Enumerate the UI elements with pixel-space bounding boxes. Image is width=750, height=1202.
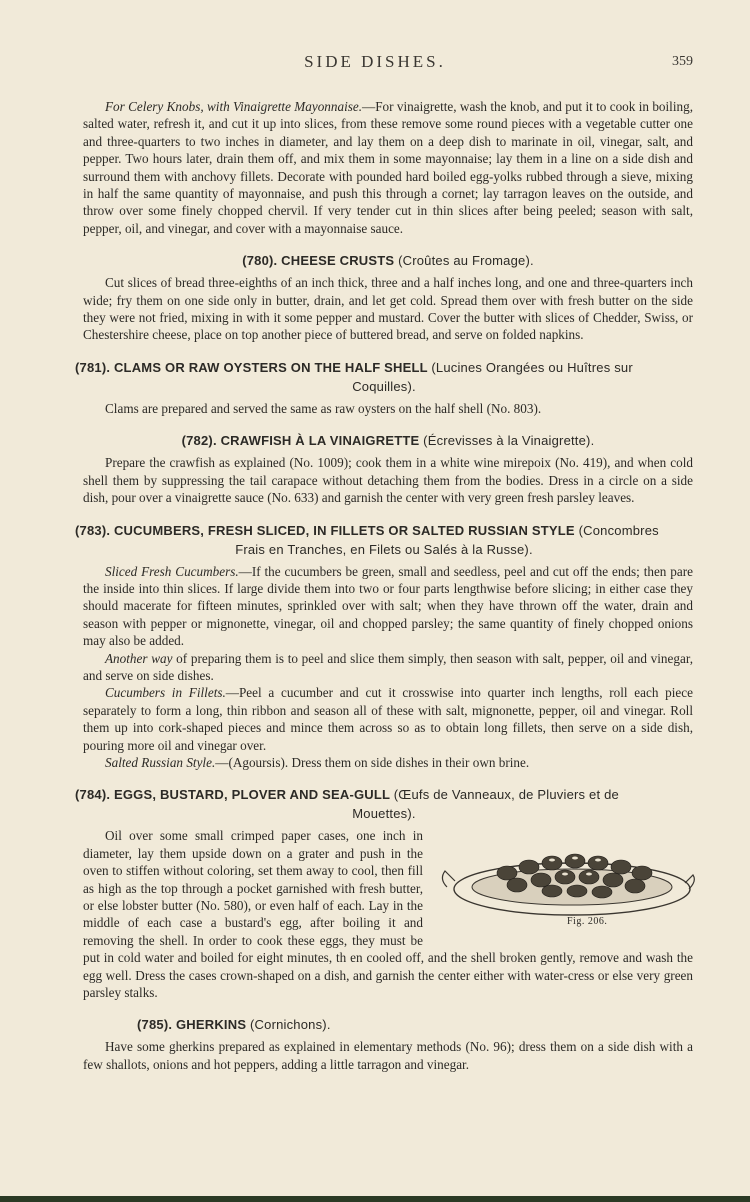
heading-title: (783). CUCUMBERS, FRESH SLICED, IN FILLETS OR SALTED RUSSIAN STYLE [75, 522, 575, 538]
paragraph-784: Oil over some small crimped paper cases, one inch in diameter, lay them upside down on a grater and push in the oven to stiffen without coloring, set them away to cool, then fill as high as the top through a pocket garnished with fresh butter, or else lobster butter (No. 580), or even half of each. Lay in the middle of each case a bustard's egg, after boiling it and removing the shell. In order to cook these eggs, they must be put in cold water and boiled for eight minutes, th en cooled off, and the shell broken gently, remove and wash the egg well. Dress the cases crown-shaped on a dish, and garnish the center either with water-cress or else very green parsley stalks. [83, 828, 693, 1001]
eggs-section [83, 827, 693, 1073]
heading-title: (780). CHEESE CRUSTS [242, 253, 395, 269]
page-content [75, 98, 693, 1073]
heading-783 [75, 521, 693, 559]
heading-title: (781). CLAMS OR RAW OYSTERS ON THE HALF SHELL [75, 359, 428, 375]
heading-subtitle: (Lucines Orangées ou Huîtres sur [431, 359, 633, 375]
paragraph-celery-knobs [83, 98, 693, 237]
paragraph-781: Clams are prepared and served the same as raw oysters on the half shell (No. 803). [105, 400, 542, 416]
heading-784 [75, 785, 693, 823]
paragraph-text: —If the cucumbers be green, small and seedless, peel and cut off the ends; then pare the inside into thin slices. If large divide them into two or four parts lengthwise before slicing; in either case they should macerate for fifteen minutes, sprinkled over with salt; when they have thrown off the water, drain and season with pepper or mignonette, vinegar, oil and chopped parsley; the same quantity of finely chopped onions may also be added. [83, 563, 693, 649]
paragraph-782: Prepare the crawfish as explained (No. 1009); cook them in a white wine mirepoix (No. 419), and when cold shell them by suppressing the tail carapace without detaching them from the bodies. Dress in a circle on a side dish, pour over a vinaigrette sauce (No. 633) and garnish the center with very green fresh parsley leaves. [83, 455, 693, 506]
paragraph-fillets [83, 684, 693, 754]
page-number: 359 [672, 54, 693, 69]
paragraph-salted-russian [83, 754, 693, 771]
paragraph-785: Have some gherkins prepared as explained in elementary methods (No. 96); dress them on a side dish with a few shallots, onions and hot peppers, adding a little tarragon and vinegar. [83, 1039, 693, 1072]
heading-subtitle: (Écrevisses à la Vinaigrette). [423, 433, 595, 449]
paragraph-lead: For Celery Knobs, with Vinaigrette Mayonnaise. [105, 99, 363, 114]
heading-subtitle: (Cornichons). [250, 1017, 331, 1033]
paragraph-lead: Cucumbers in Fillets. [105, 685, 226, 701]
paragraph-sliced-fresh [83, 563, 693, 650]
heading-title: (785). GHERKINS [137, 1017, 247, 1033]
paragraph-780: Cut slices of bread three-eighths of an inch thick, three and a half inches long, and one and three-quarters inch wide; fry them on one side only in butter, drain, and let get cold. Spread them over with fresh butter on the side they were not fried, mixing in with it some pepper and mustard. Cover the butter with slices of Chedder, Swiss, or Chestershire cheese, place on top another piece of buttered bread, and serve on folded napkins. [83, 275, 693, 343]
heading-title: (782). CRAWFISH À LA VINAIGRETTE [181, 433, 420, 449]
paragraph-lead: Salted Russian Style. [105, 754, 216, 770]
figure-caption: Fig. 206. [567, 916, 608, 928]
running-title: SIDE DISHES. [304, 52, 446, 71]
paragraph-another-way [83, 650, 693, 685]
heading-780 [83, 251, 693, 270]
heading-subtitle: (Croûtes au Fromage). [398, 253, 534, 269]
heading-subtitle-continued: Mouettes). [352, 806, 416, 822]
heading-785 [137, 1015, 693, 1034]
page-header [0, 52, 750, 76]
paragraph-text: —(Agoursis). Dress them on side dishes in their own brine. [215, 754, 530, 770]
heading-781 [75, 358, 693, 396]
figure-206 [437, 831, 697, 939]
paragraph-lead: Sliced Fresh Cucumbers. [105, 563, 239, 579]
paragraph-text: —Peel a cucumber and cut it crosswise into quarter inch lengths, roll each piece separately to form a long, thin ribbon and season all of these with salt, mignonette, pepper, oil and vinegar. Roll them up into cork-shaped pieces and mince them across so as to obtain long fillets, then serve on a side dish, pouring more oil and vinegar over. [83, 685, 693, 753]
heading-subtitle: (Concombres [578, 522, 659, 538]
heading-title: (784). EGGS, BUSTARD, PLOVER AND SEA-GULL [75, 787, 390, 803]
paragraph-lead: Another way [105, 650, 173, 666]
paragraph-text: —For vinaigrette, wash the knob, and put it to cook in boiling, salted water, refresh it, and cut it up into slices, from these remove some round pieces with a vegetable cutter one and three-quarters to two inches in diameter, and lay them on a deep dish to marinate in oil, vinegar, salt, and pepper. Two hours later, drain them off, and mix them in some mayonnaise; lay them in a line on a side dish and surround them with anchovy fillets. Decorate with pounded hard boiled egg-yolks rubbed through a sieve, mixing in half the same quantity of mayonnaise, and push this through a cornet; lay tarragon leaves on the outside, and throw over some finely chopped chervil. If very tender cut in thin slices after being peeled; season with salt, pepper, oil, and vinegar, and cover with a mayonnaise sauce. [83, 99, 693, 236]
paragraph-text: of preparing them is to peel and slice them simply, then season with salt, pepper, oil and vinegar, and serve on side dishes. [83, 650, 693, 683]
heading-subtitle-continued: Coquilles). [352, 378, 416, 394]
heading-subtitle-continued: Frais en Tranches, en Filets ou Salés à la Russe). [235, 541, 533, 557]
heading-782 [83, 431, 693, 450]
bottom-edge [0, 1196, 750, 1202]
heading-subtitle: (Œufs de Vanneaux, de Pluviers et de [393, 787, 619, 803]
